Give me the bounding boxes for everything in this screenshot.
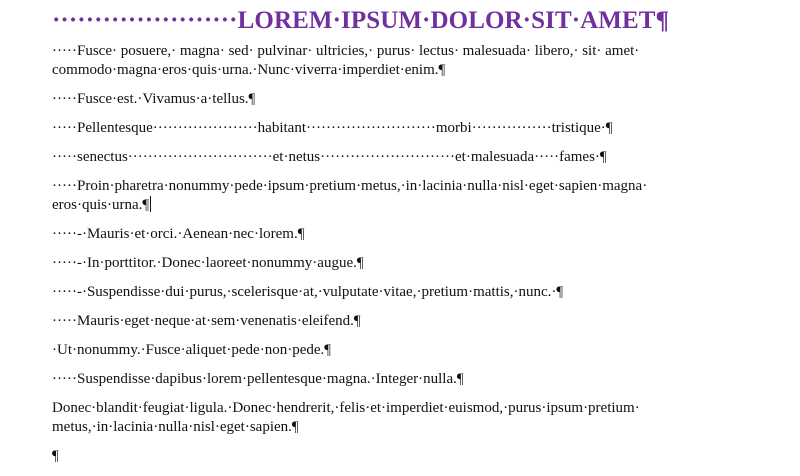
document-heading[interactable]: ······················LOREM·IPSUM·DOLOR·SIT·AMET¶	[52, 7, 670, 34]
paragraph-1-line-1: ·····Fusce· posuere,· magna· sed· pulvinar· ultricies,· purus· lectus· malesuada· libero,· sit· amet·	[52, 43, 640, 59]
paragraph-6[interactable]: ·····Mauris·eget·neque·at·sem·venenatis·eleifend.¶	[52, 313, 361, 329]
paragraph-9-line-2: metus,·in·lacinia·nulla·nisl·eget·sapien.¶	[52, 419, 299, 435]
list-item-3[interactable]: ·····-·Suspendisse·dui·purus,·scelerisque·at,·vulputate·vitae,·pretium·mattis,·nunc.·¶	[52, 284, 564, 300]
paragraph-2[interactable]: ·····Fusce·est.·Vivamus·a·tellus.¶	[52, 91, 256, 107]
text-cursor	[150, 196, 151, 212]
paragraph-9-line-1: Donec·blandit·feugiat·ligula.·Donec·hendrerit,·felis·et·imperdiet·euismod,·purus·ipsum·pretium·	[52, 400, 640, 416]
paragraph-1[interactable]	[52, 42, 728, 80]
paragraph-5-line-1: ·····Proin·pharetra·nonummy·pede·ipsum·pretium·metus,·in·lacinia·nulla·nisl·eget·sapien·magna·	[52, 178, 648, 194]
paragraph-3[interactable]: ·····Pellentesque·····················habitant··························morbi················tristique·¶	[52, 120, 613, 136]
paragraph-7[interactable]: ·Ut·nonummy.·Fusce·aliquet·pede·non·pede.¶	[52, 342, 332, 358]
paragraph-1-line-2: commodo·magna·eros·quis·urna.·Nunc·viverra·imperdiet·enim.¶	[52, 62, 446, 78]
paragraph-8[interactable]: ·····Suspendisse·dapibus·lorem·pellentesque·magna.·Integer·nulla.¶	[52, 371, 464, 387]
paragraph-9[interactable]	[52, 399, 728, 437]
list-item-1[interactable]: ·····-·Mauris·et·orci.·Aenean·nec·lorem.¶	[52, 226, 305, 242]
list-item-2[interactable]: ·····-·In·porttitor.·Donec·laoreet·nonummy·augue.¶	[52, 255, 364, 271]
paragraph-4[interactable]: ·····senectus·····························et·netus···························et·malesuada·····fames·¶	[52, 149, 607, 165]
document-page[interactable]	[52, 6, 792, 476]
paragraph-5[interactable]	[52, 177, 728, 215]
paragraph-5-line-2: eros·quis·urna.¶	[52, 197, 150, 213]
empty-paragraph-mark[interactable]: ¶	[52, 448, 59, 464]
